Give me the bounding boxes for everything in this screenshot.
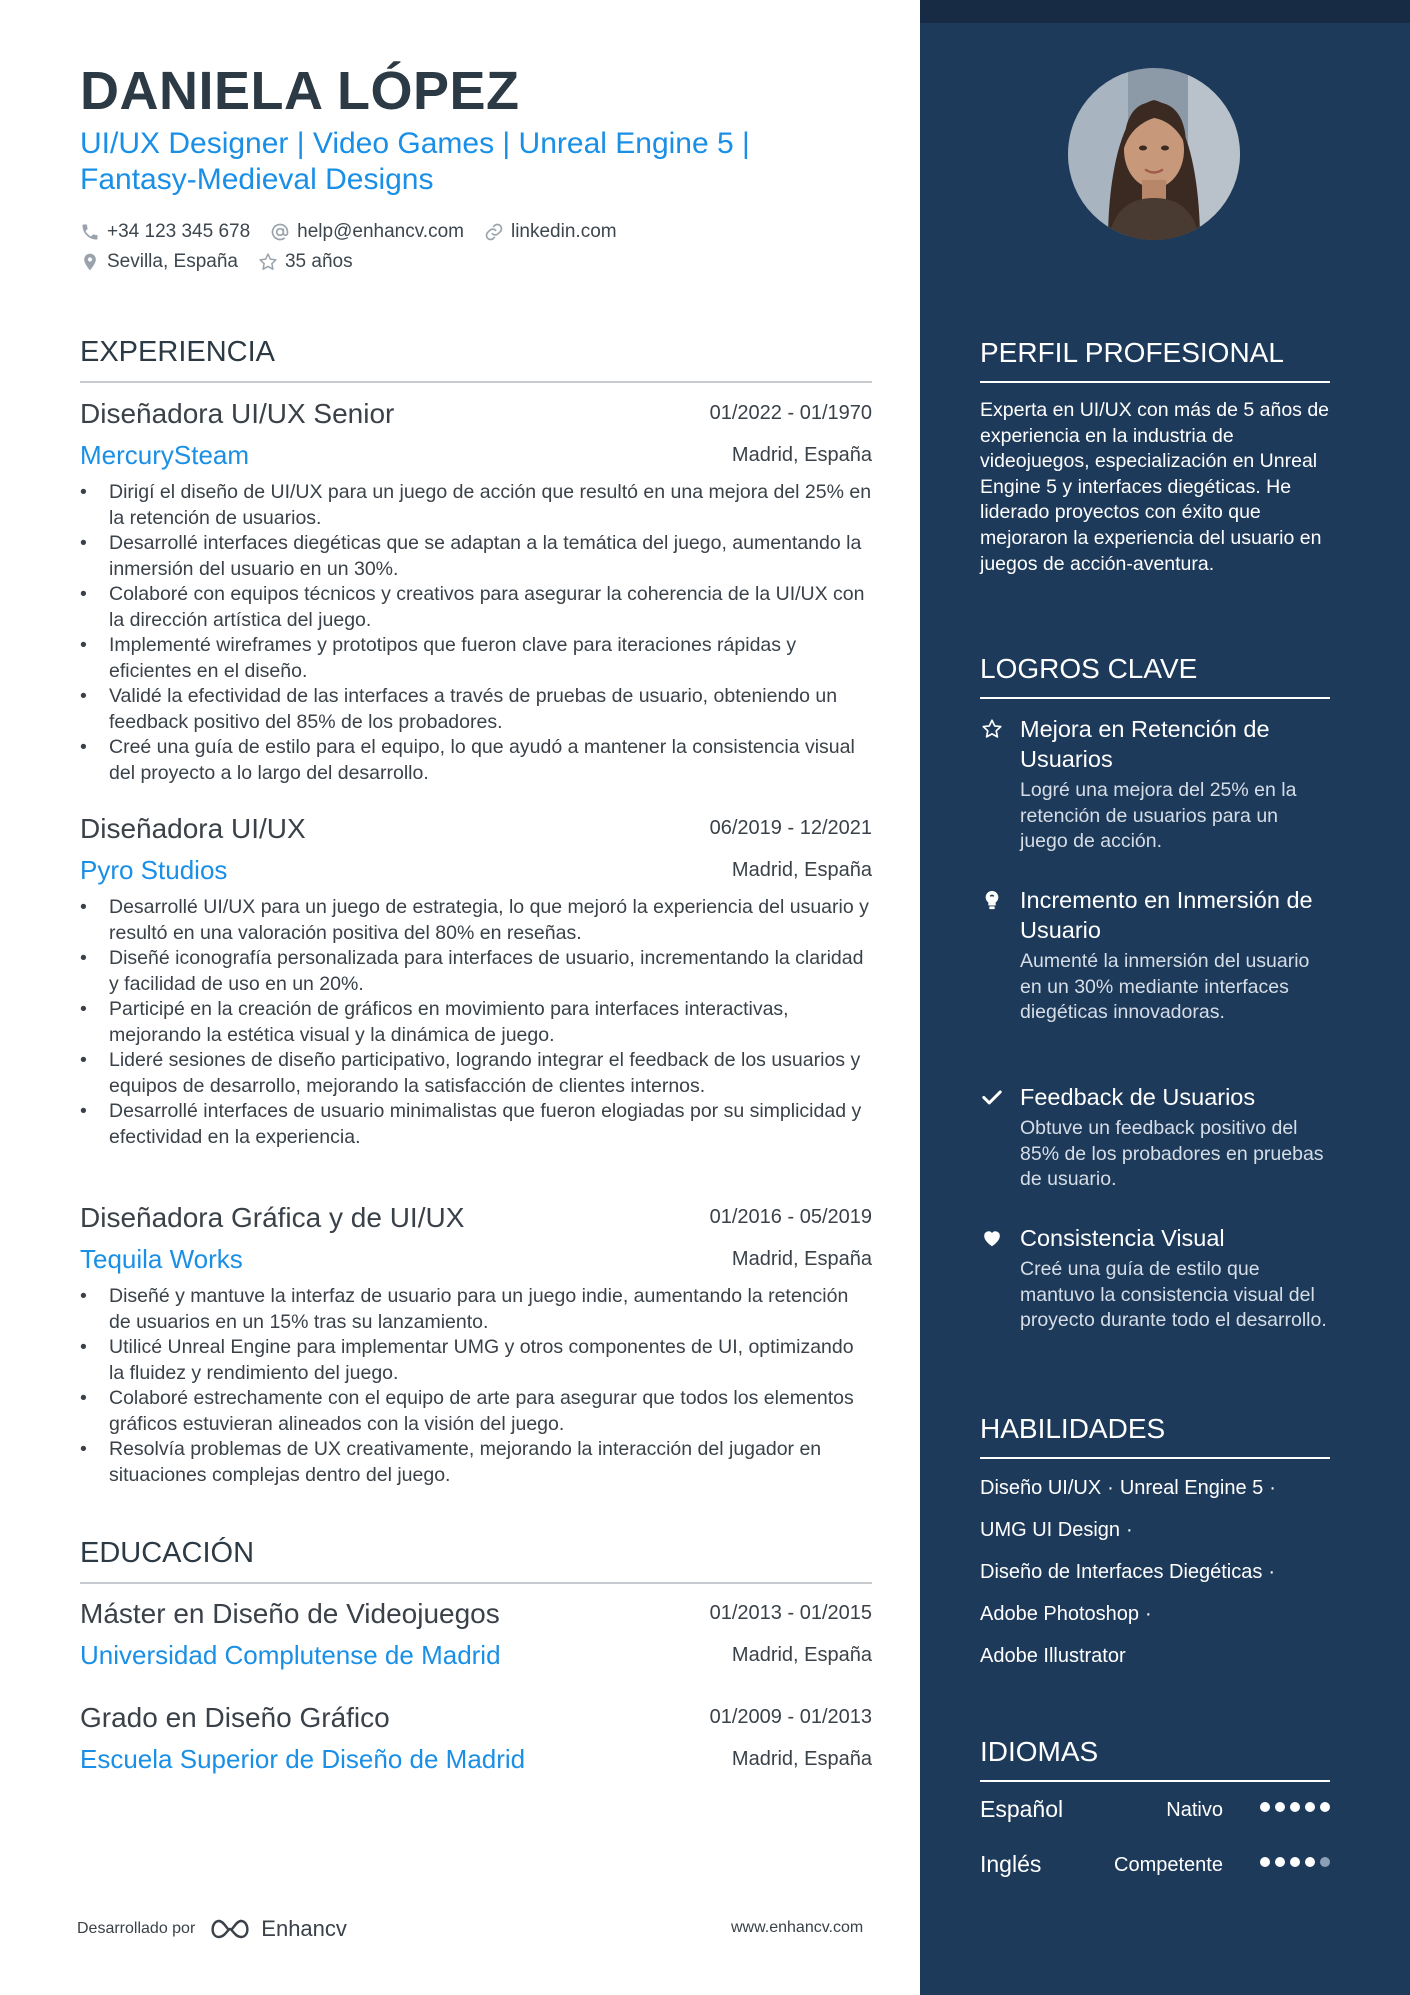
star-icon — [980, 717, 1004, 741]
language-rating — [1255, 1802, 1330, 1812]
experience-entry — [80, 398, 872, 786]
skill-tag: Diseño de Interfaces Diegéticas — [980, 1561, 1263, 1583]
contact-location — [80, 251, 238, 273]
bullet-item: • Colaboré con equipos técnicos y creativos para asegurar la coherencia de la UI/UX con la dirección artística del juego. — [80, 582, 872, 633]
candidate-name: DANIELA LÓPEZ — [80, 61, 520, 121]
education-section-title: EDUCACIÓN — [80, 1537, 872, 1584]
company-name[interactable]: Tequila Works — [80, 1244, 243, 1274]
bullet-item: • Desarrollé interfaces diegéticas que se adaptan a la temática del juego, aumentando la inmersión del usuario en un 30%. — [80, 531, 872, 582]
developed-by-text: Desarrollado por — [77, 1920, 196, 1937]
profile-photo-illustration — [1068, 68, 1240, 240]
phone-icon — [80, 222, 100, 242]
contact-email[interactable] — [270, 221, 464, 243]
skill-separator: · — [1145, 1603, 1152, 1625]
phone-text: +34 123 345 678 — [107, 221, 251, 242]
checkmark-icon — [980, 1085, 1004, 1109]
rating-dot-empty — [1320, 1857, 1330, 1867]
job-dates: 06/2019 - 12/2021 — [709, 817, 872, 839]
location-text: Sevilla, España — [107, 251, 238, 272]
bullet-item: • Participé en la creación de gráficos en movimiento para interfaces interactivas, mejorando la estética visual y la dinámica de juego. — [80, 997, 872, 1048]
skill-tag: UMG UI Design — [980, 1519, 1121, 1541]
bullet-item: • Utilicé Unreal Engine para implementar UMG y otros componentes de UI, optimizando la fluidez y rendimiento del juego. — [80, 1335, 872, 1386]
achievement-title: Consistencia Visual — [1020, 1225, 1225, 1251]
skill-separator: · — [1126, 1519, 1133, 1541]
location-pin-icon — [80, 252, 100, 272]
contact-age — [258, 251, 353, 273]
education-entry — [80, 1702, 872, 1782]
language-item — [980, 1851, 1330, 1885]
school-name[interactable]: Escuela Superior de Diseño de Madrid — [80, 1744, 526, 1774]
achievement-title: Feedback de Usuarios — [1020, 1084, 1256, 1110]
contact-info — [80, 217, 880, 277]
enhancv-logo[interactable] — [207, 1916, 347, 1942]
at-icon — [270, 222, 290, 242]
achievement-title: Mejora en Retención de Usuarios — [1020, 716, 1270, 772]
languages-section-title: IDIOMAS — [980, 1736, 1330, 1782]
education-entry — [80, 1598, 872, 1678]
language-name: Inglés — [980, 1851, 1042, 1877]
education-location: Madrid, España — [731, 1644, 872, 1666]
education-dates: 01/2009 - 01/2013 — [709, 1706, 872, 1728]
skill-tag: Diseño UI/UX — [980, 1477, 1102, 1499]
star-icon — [258, 252, 278, 272]
bullet-item: • Implementé wireframes y prototipos que fueron clave para iteraciones rápidas y eficientes en el diseño. — [80, 633, 872, 684]
job-title: Diseñadora Gráfica y de UI/UX — [80, 1202, 465, 1233]
skills-section-title: HABILIDADES — [980, 1413, 1330, 1459]
email-text: help@enhancv.com — [297, 221, 464, 242]
profile-summary: Experta en UI/UX con más de 5 años de experiencia en la industria de videojuegos, especialización en Unreal Engine 5 y interfaces diegéticas. He liderado proyectos con éxito que mejoraron la experiencia del usuario en juegos de acción-aventura. — [980, 399, 1330, 575]
rating-dot-filled — [1320, 1802, 1330, 1812]
achievement-item — [980, 885, 1330, 1026]
degree-title: Máster en Diseño de Videojuegos — [80, 1598, 500, 1629]
bullet-item: • Creé una guía de estilo para el equipo, lo que ayudó a mantener la consistencia visual del proyecto a lo largo del desarrollo. — [80, 735, 872, 786]
skill-separator: · — [1269, 1477, 1276, 1499]
job-title: Diseñadora UI/UX — [80, 813, 306, 844]
achievement-title: Incremento en Inmersión de Usuario — [1020, 887, 1313, 943]
achievement-description: Aumenté la inmersión del usuario en un 30% mediante interfaces diegéticas innovadoras. — [1020, 950, 1310, 1024]
bullet-item: • Validé la efectividad de las interfaces a través de pruebas de usuario, obteniendo un feedback positivo del 85% de los probadores. — [80, 684, 872, 735]
link-icon — [484, 222, 504, 242]
rating-dot-filled — [1275, 1857, 1285, 1867]
skill-separator: · — [1107, 1477, 1114, 1499]
bullet-item: • Diseñé y mantuve la interfaz de usuario para un juego indie, aumentando la retención de usuarios en un 15% tras su lanzamiento. — [80, 1284, 872, 1335]
enhancv-logo-icon — [207, 1916, 253, 1942]
achievements-section-title: LOGROS CLAVE — [980, 653, 1330, 699]
skill-separator: · — [1268, 1561, 1276, 1583]
language-level: Nativo — [1166, 1799, 1223, 1821]
profile-section-title: PERFIL PROFESIONAL — [980, 337, 1330, 383]
job-bullets — [80, 480, 872, 786]
bullet-item: • Dirigí el diseño de UI/UX para un juego de acción que resultó en una mejora del 25% en la retención de usuarios. — [80, 480, 872, 531]
job-dates: 01/2016 - 05/2019 — [709, 1206, 872, 1228]
bullet-item: • Resolvía problemas de UX creativamente, mejorando la interacción del jugador en situaciones complejas dentro del juego. — [80, 1437, 872, 1488]
language-item — [980, 1796, 1330, 1830]
skill-tag: Adobe Illustrator — [980, 1645, 1126, 1667]
language-rating — [1255, 1857, 1330, 1867]
rating-dot-filled — [1275, 1802, 1285, 1812]
skill-tag: Unreal Engine 5 — [1119, 1477, 1264, 1499]
rating-dot-filled — [1260, 1802, 1270, 1812]
rating-dot-filled — [1290, 1802, 1300, 1812]
experience-entry — [80, 1202, 872, 1488]
job-location: Madrid, España — [731, 444, 872, 466]
company-name[interactable]: MercurySteam — [80, 440, 250, 470]
skill-tag: Adobe Photoshop — [980, 1603, 1140, 1625]
degree-title: Grado en Diseño Gráfico — [80, 1702, 390, 1733]
education-location: Madrid, España — [731, 1748, 872, 1770]
lightbulb-icon — [980, 888, 1004, 912]
bullet-item: • Desarrollé interfaces de usuario minimalistas que fueron elogiadas por su simplicidad y efectividad en la experiencia. — [80, 1099, 872, 1150]
job-dates: 01/2022 - 01/1970 — [709, 402, 872, 424]
language-name: Español — [980, 1796, 1064, 1822]
profile-photo — [1068, 68, 1240, 240]
rating-dot-filled — [1290, 1857, 1300, 1867]
job-bullets — [80, 1284, 872, 1488]
rating-dot-filled — [1305, 1857, 1315, 1867]
linkedin-text: linkedin.com — [510, 221, 617, 242]
job-location: Madrid, España — [731, 859, 872, 881]
job-bullets — [80, 895, 872, 1150]
school-name[interactable]: Universidad Complutense de Madrid — [80, 1640, 501, 1670]
achievement-description: Logré una mejora del 25% en la retención de usuarios para un juego de acción. — [1020, 779, 1297, 853]
job-location: Madrid, España — [731, 1248, 872, 1270]
footer-url[interactable]: www.enhancv.com — [731, 1919, 864, 1936]
achievement-item — [980, 1223, 1330, 1334]
achievement-item — [980, 714, 1330, 855]
language-level: Competente — [1114, 1854, 1223, 1876]
experience-entry — [80, 813, 872, 1150]
age-text: 35 años — [284, 251, 353, 272]
job-title: Diseñadora UI/UX Senior — [80, 398, 395, 429]
bullet-item: • Colaboré estrechamente con el equipo de arte para asegurar que todos los elementos gráficos estuvieran alineados con la visión del juego. — [80, 1386, 872, 1437]
bullet-item: • Desarrollé UI/UX para un juego de estrategia, lo que mejoró la experiencia del usuario y resultó en una valoración positiva del 80% en reseñas. — [80, 895, 872, 946]
bullet-item: • Diseñé iconografía personalizada para interfaces de usuario, incrementando la claridad y facilidad de uso en un 20%. — [80, 946, 872, 997]
rating-dot-filled — [1305, 1802, 1315, 1812]
experience-section-title: EXPERIENCIA — [80, 336, 872, 383]
achievement-description: Obtuve un feedback positivo del 85% de los probadores en pruebas de usuario. — [1020, 1117, 1324, 1191]
footer-branding — [77, 1916, 347, 1942]
headline: UI/UX Designer | Video Games | Unreal Engine 5 | Fantasy-Medieval Designs — [80, 127, 750, 196]
bullet-item: • Lideré sesiones de diseño participativo, logrando integrar el feedback de los usuarios y equipos de desarrollo, mejorando la satisfacción de clientes internos. — [80, 1048, 872, 1099]
contact-phone[interactable] — [80, 221, 250, 243]
rating-dot-filled — [1260, 1857, 1270, 1867]
achievement-item — [980, 1082, 1330, 1193]
achievement-description: Creé una guía de estilo que mantuvo la consistencia visual del proyecto durante todo el desarrollo. — [1020, 1258, 1327, 1332]
enhancv-brand-text: Enhancv — [261, 1916, 347, 1941]
education-dates: 01/2013 - 01/2015 — [709, 1602, 872, 1624]
skills-list — [980, 1472, 1330, 1682]
company-name[interactable]: Pyro Studios — [80, 855, 228, 885]
heart-icon — [980, 1226, 1004, 1250]
contact-linkedin[interactable] — [484, 221, 617, 243]
sidebar-top-bar — [920, 0, 1410, 23]
